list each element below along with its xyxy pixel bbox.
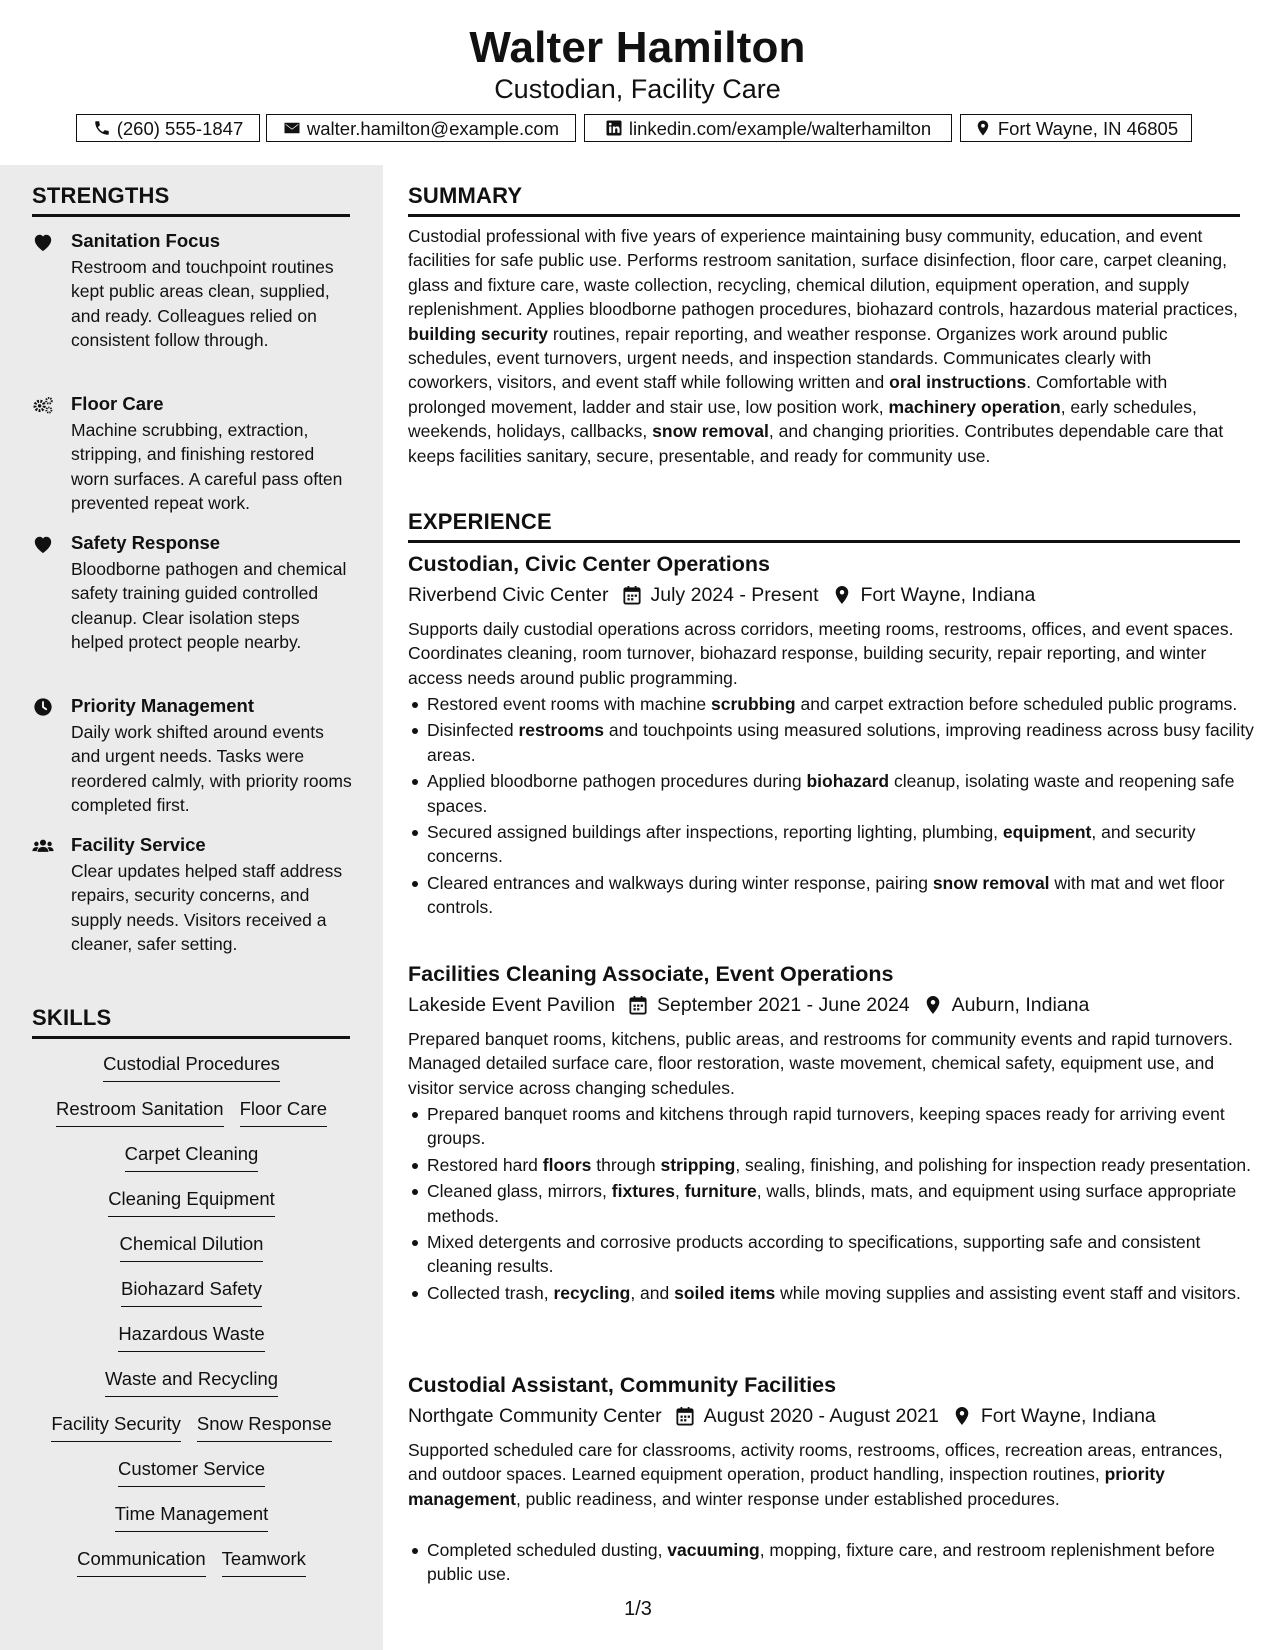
skill-row — [20, 1052, 363, 1082]
skill-tag: Hazardous Waste — [118, 1322, 264, 1352]
bullet-text: , walls, blinds, mats, and equipment using surface appropriate methods. — [427, 1181, 1237, 1226]
bullet-item — [427, 1179, 1259, 1228]
skill-tag: Communication — [77, 1547, 206, 1577]
map-pin-icon — [974, 119, 992, 137]
job-dates: August 2020 - August 2021 — [703, 1405, 939, 1427]
skill-tag: Carpet Cleaning — [125, 1142, 259, 1172]
bullet-text: with mat and wet floor controls. — [427, 872, 1225, 918]
summary-keyword: snow removal — [652, 421, 769, 442]
strength-title: Facility Service — [71, 834, 206, 855]
job-dates: July 2024 - Present — [650, 584, 819, 606]
bullet-keyword: restrooms — [518, 720, 605, 741]
contact-linkedin[interactable] — [584, 114, 952, 142]
contact-email[interactable] — [266, 114, 576, 142]
skill-row — [20, 1502, 363, 1532]
strength-title: Floor Care — [71, 393, 164, 414]
skill-tag: Custodial Procedures — [103, 1052, 280, 1082]
skill-tag: Snow Response — [197, 1412, 332, 1442]
bullet-keyword: stripping — [660, 1154, 736, 1175]
bullet-text: Completed scheduled dusting, — [427, 1540, 668, 1560]
skill-row — [20, 1367, 363, 1397]
bullet-item — [427, 1281, 1259, 1305]
heart-icon — [32, 232, 56, 252]
heart-icon — [32, 534, 56, 554]
map-pin-icon — [833, 585, 851, 605]
bullet-item — [427, 1153, 1259, 1177]
skills-rule — [32, 1036, 350, 1039]
map-pin-icon — [953, 1406, 971, 1426]
experience-rule — [408, 540, 1240, 543]
bullet-item — [427, 1230, 1259, 1279]
summary-part: , and changing priorities. Contributes dependable care that keeps facilities sanitary, secure, presentable, and ready for community use. — [408, 421, 1224, 466]
contact-phone[interactable] — [76, 114, 260, 142]
bullet-text: Secured assigned buildings after inspections, reporting lighting, plumbing, — [427, 822, 1003, 843]
job-company: Lakeside Event Pavilion — [408, 994, 616, 1016]
bullet-text: Cleared entrances and walkways during winter response, pairing — [427, 872, 933, 893]
linkedin-icon — [605, 119, 623, 137]
resume-header — [0, 0, 1275, 165]
bullet-text: and carpet extraction before scheduled public programs. — [795, 694, 1238, 714]
skill-row — [20, 1277, 363, 1307]
bullet-keyword: biohazard — [806, 771, 890, 792]
skill-tag: Time Management — [115, 1502, 269, 1532]
map-pin-icon — [924, 995, 942, 1015]
skills-heading: SKILLS — [32, 1005, 112, 1030]
job-dates: September 2021 - June 2024 — [657, 994, 910, 1016]
envelope-icon — [283, 119, 301, 137]
job-desc-part: , public readiness, and winter response under established procedures. — [515, 1488, 1060, 1509]
bullet-text: Cleaned glass, mirrors, — [427, 1181, 612, 1202]
bullet-text: , and security concerns. — [427, 822, 1196, 867]
job-bullets — [408, 692, 1259, 922]
skill-tag: Biohazard Safety — [121, 1277, 262, 1307]
summary-rule — [408, 214, 1240, 217]
strengths-rule — [32, 214, 350, 217]
bullet-text: , and — [630, 1282, 675, 1303]
strength-title: Sanitation Focus — [71, 230, 221, 251]
skill-tag: Chemical Dilution — [120, 1232, 264, 1262]
skill-tag: Facility Security — [51, 1412, 181, 1442]
skill-row — [20, 1322, 363, 1352]
bullet-text: , sealing, finishing, and polishing for inspection ready presentation. — [735, 1154, 1251, 1175]
bullet-item — [427, 769, 1259, 818]
bullet-text: Restored hard — [427, 1154, 543, 1175]
bullet-keyword: soiled items — [674, 1282, 776, 1303]
bullet-item — [427, 820, 1259, 869]
bullet-keyword: snow removal — [932, 872, 1050, 893]
bullet-item — [427, 1102, 1259, 1151]
job-desc-keyword: priority management — [408, 1464, 1165, 1509]
bullet-keyword: equipment — [1002, 822, 1092, 843]
bullet-keyword: fixtures — [611, 1181, 676, 1202]
skill-tag: Restroom Sanitation — [56, 1097, 224, 1127]
skill-row — [20, 1142, 363, 1172]
bullet-text: , — [675, 1181, 685, 1202]
summary-part: routines, repair reporting, and weather response. Organizes work around public schedules, event turnovers, urgent needs, and inspection standards. Communicates clearly with coworkers, visitors, and event staff while following written and — [408, 323, 1168, 393]
contact-location — [960, 114, 1192, 142]
bullet-keyword: floors — [542, 1154, 592, 1175]
strength-title: Safety Response — [71, 532, 221, 553]
bullet-text: Applied bloodborne pathogen procedures during — [427, 771, 807, 792]
skill-row — [20, 1187, 363, 1217]
summary-text — [408, 224, 1240, 468]
linkedin-text: linkedin.com/example/walterhamilton — [628, 117, 932, 139]
summary-part: Custodial professional with five years of experience maintaining busy community, education, and event facilities for safe public use. Performs restroom sanitation, surface disinfection, floor care, carpet cleaning, glass and fixture care, waste collection, recycling, chemical dilution, equipment operation, and supply replenishment. Applies bloodborne pathogen procedures, biohazard controls, hazardous material practices, — [408, 226, 1238, 320]
skill-row — [20, 1412, 363, 1442]
bullet-item — [427, 871, 1259, 920]
job-company: Riverbend Civic Center — [408, 584, 609, 606]
job-title: Custodian, Civic Center Operations — [408, 552, 770, 576]
job-title: Facilities Cleaning Associate, Event Operations — [408, 962, 894, 986]
job-location: Auburn, Indiana — [951, 994, 1090, 1016]
summary-keyword: machinery operation — [888, 396, 1061, 417]
skill-tag: Cleaning Equipment — [108, 1187, 275, 1217]
calendar-icon — [629, 995, 647, 1015]
calendar-icon — [623, 585, 641, 605]
skill-row — [20, 1457, 363, 1487]
bullet-text: through — [591, 1154, 661, 1175]
email-text: walter.hamilton@example.com — [306, 117, 560, 139]
strength-desc: Bloodborne pathogen and chemical safety training guided controlled cleanup. Clear isolation steps helped protect people nearby. — [71, 559, 347, 653]
bullet-keyword: scrubbing — [711, 694, 796, 714]
strength-desc: Clear updates helped staff address repairs, security concerns, and supply needs. Visitors received a cleaner, safer setting. — [71, 861, 343, 955]
skill-row — [20, 1547, 363, 1577]
job-description: Supports daily custodial operations across corridors, meeting rooms, restrooms, offices, and event spaces. Coordinates cleaning, room turnover, biohazard response, building security, repair reporting, and winter access needs around public programming. — [408, 619, 1234, 688]
strength-desc: Restroom and touchpoint routines kept public areas clean, supplied, and ready. Colleagues relied on consistent follow through. — [71, 257, 334, 351]
experience-heading: EXPERIENCE — [408, 509, 552, 534]
page-number: 1/3 — [624, 1598, 652, 1620]
strength-desc: Machine scrubbing, extraction, stripping, and finishing restored worn surfaces. A careful pass often prevented repeat work. — [71, 420, 343, 514]
candidate-name: Walter Hamilton — [469, 23, 806, 72]
phone-text: (260) 555-1847 — [116, 117, 244, 139]
bullet-keyword: recycling — [553, 1282, 631, 1303]
calendar-icon — [676, 1406, 694, 1426]
summary-keyword: building security — [408, 323, 549, 344]
bullet-text: Prepared banquet rooms and kitchens through rapid turnovers, keeping spaces ready for arriving event groups. — [427, 1104, 1225, 1149]
skill-tag: Teamwork — [222, 1547, 306, 1577]
bullet-keyword: vacuuming — [667, 1540, 760, 1560]
summary-keyword: oral instructions — [889, 372, 1027, 393]
users-icon — [32, 836, 56, 856]
summary-part: , early schedules, weekends, holidays, callbacks, — [408, 396, 1197, 442]
gears-icon — [32, 395, 56, 415]
bullet-text: Collected trash, — [427, 1282, 554, 1303]
job-location: Fort Wayne, Indiana — [980, 1405, 1156, 1427]
strength-title: Priority Management — [71, 695, 254, 716]
bullet-text: cleanup, isolating waste and reopening safe spaces. — [427, 771, 1235, 816]
clock-icon — [32, 697, 56, 717]
skill-tag: Floor Care — [240, 1097, 327, 1127]
bullet-keyword: furniture — [684, 1181, 757, 1202]
summary-part: . Comfortable with prolonged movement, ladder and stair use, low position work, — [408, 372, 1168, 417]
bullet-text: and touchpoints using measured solutions, improving readiness across busy facility areas. — [427, 720, 1254, 765]
bullet-item — [427, 1538, 1259, 1587]
candidate-title: Custodian, Facility Care — [494, 74, 781, 104]
job-description — [408, 1438, 1240, 1511]
job-location: Fort Wayne, Indiana — [860, 584, 1036, 606]
contact-row — [0, 114, 1275, 144]
summary-heading: SUMMARY — [408, 183, 523, 208]
location-text: Fort Wayne, IN 46805 — [997, 117, 1179, 139]
job-meta — [408, 992, 1089, 1018]
bullet-text: Disinfected — [427, 720, 519, 741]
job-title: Custodial Assistant, Community Facilities — [408, 1373, 837, 1397]
bullet-item — [427, 718, 1259, 767]
job-bullets — [408, 1102, 1259, 1307]
job-meta — [408, 582, 1035, 608]
job-meta — [408, 1403, 1156, 1429]
bullet-item — [427, 692, 1259, 716]
skill-row — [20, 1232, 363, 1262]
skill-tag: Waste and Recycling — [105, 1367, 278, 1397]
job-company: Northgate Community Center — [408, 1405, 662, 1427]
skill-row — [20, 1097, 363, 1127]
job-desc-part: Supported scheduled care for classrooms, activity rooms, restrooms, offices, recreation areas, entrances, and outdoor spaces. Learned equipment operation, product handling, inspection routines, — [408, 1440, 1223, 1485]
job-bullets — [408, 1538, 1259, 1589]
strength-desc: Daily work shifted around events and urgent needs. Tasks were reordered calmly, with priority rooms completed first. — [71, 722, 352, 816]
bullet-text: while moving supplies and assisting event staff and visitors. — [775, 1282, 1241, 1303]
job-description: Prepared banquet rooms, kitchens, public areas, and restrooms for community events and rapid turnovers. Managed detailed surface care, floor restoration, waste movement, chemical safety, equipment use, and visitor service across changing schedules. — [408, 1029, 1233, 1098]
bullet-text: Restored event rooms with machine — [427, 694, 712, 714]
bullet-text: Mixed detergents and corrosive products according to specifications, supporting safe and consistent cleaning results. — [427, 1232, 1201, 1277]
phone-icon — [93, 119, 111, 137]
skill-tag: Customer Service — [118, 1457, 265, 1487]
strengths-heading: STRENGTHS — [32, 183, 170, 208]
bullet-text: , mopping, fixture care, and restroom replenishment before public use. — [427, 1540, 1215, 1585]
